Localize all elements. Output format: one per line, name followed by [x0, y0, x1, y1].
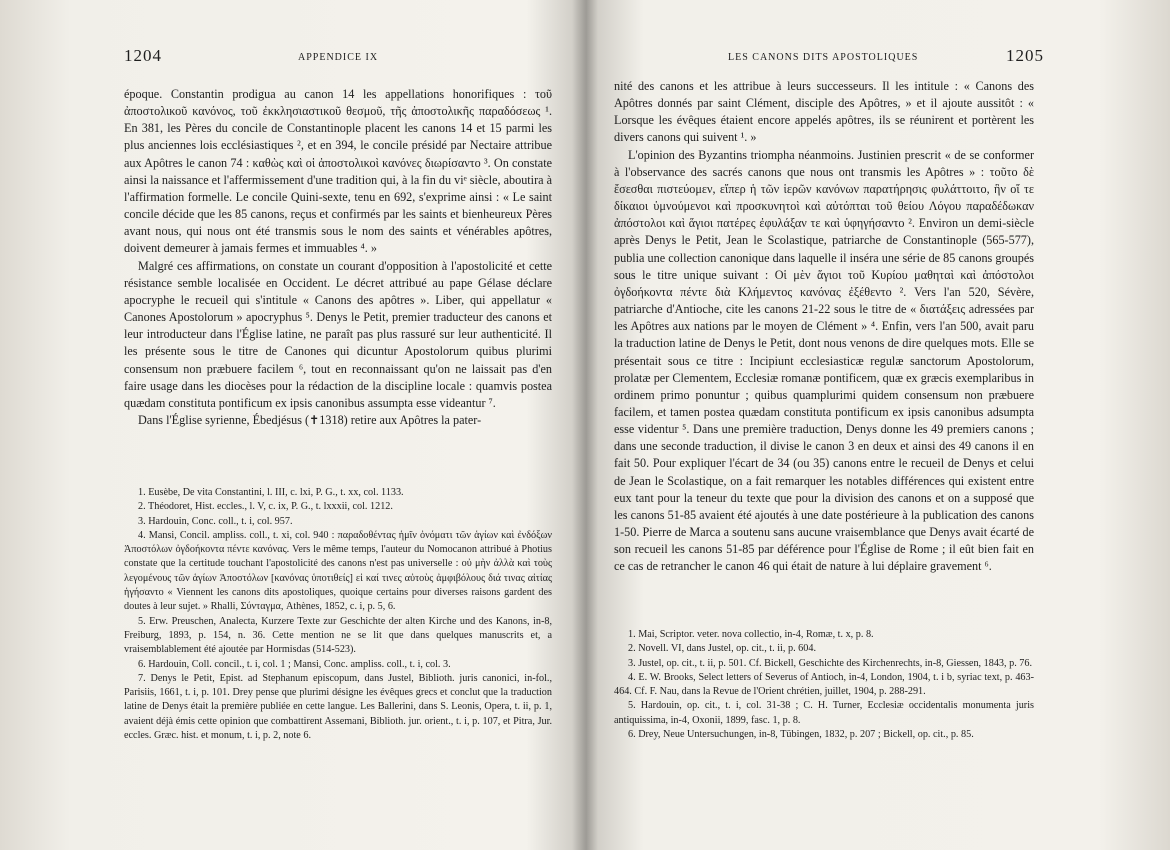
footnote: 6. Hardouin, Coll. concil., t. i, col. 1 ; Mansi, Conc. ampliss. coll., t. i, col. 3.	[138, 658, 451, 670]
footnote: 1. Mai, Scriptor. veter. nova collectio, in-4, Romæ, t. x, p. 8.	[628, 629, 874, 640]
left-page-number: 1204	[124, 46, 162, 65]
footnote: 3. Justel, op. cit., t. ii, p. 501. Cf. Bickell, Geschichte des Kirchenrechts, in-8, Giessen, 1843, p. 76.	[628, 657, 1033, 669]
footnote: 2. Théodoret, Hist. eccles., l. V, c. ix, P. G., t. lxxxii, col. 1212.	[138, 501, 393, 513]
footnote: 3. Hardouin, Conc. coll., t. i, col. 957.	[138, 515, 293, 527]
right-footnotes	[614, 628, 1034, 742]
right-page-number: 1205	[1006, 46, 1044, 65]
right-running-head: LES CANONS DITS APOSTOLIQUES	[728, 52, 919, 63]
right-paragraph-1: nité des canons et les attribue à leurs successeurs. Il les intitule : « Canons des Apôtres donnés par saint Clément, disciple des Apôtres, » et il ajoute aussitôt : « Lorsque les évêques étaient encore appelés apôtres, ils se réunirent et portèrent les divers canons qui suivent ¹. »	[614, 79, 1034, 145]
footnote: 7. Denys le Petit, Epist. ad Stephanum episcopum, dans Justel, Biblioth. juris canonici, in-fol., Parisiis, 1661, t. i, p. 101. Drey pense que plurimi désigne les évêques grecs et conclut que la traduction latine de Denys était la première publiée en cette langue. Les Ballerini, dans S. Leonis, Opera, t. ii, p. 1, avaient déjà émis cette opinion que combattirent Assemani, Biblioth. jur. orient., t. i, p. 107, et Pitra, Jur. eccles. Græc. hist. et monum, t. i, p. 2, note 6.	[124, 672, 552, 742]
footnote: 2. Novell. VI, dans Justel, op. cit., t. ii, p. 604.	[628, 643, 816, 655]
right-page-body	[614, 78, 1034, 576]
left-page-header	[0, 46, 580, 76]
right-page	[590, 0, 1170, 850]
right-paragraph-2: L'opinion des Byzantins triompha néanmoins. Justinien prescrit « de se conformer à l'observance des sacrés canons que nous ont transmis les Apôtres » : τοῦτο δὲ ἔσεσθαι πιστεύομεν, εἴπερ ἡ τῶν ἱερῶν κανόνων παρατήρησις φυλάττοιτο, ἣν οἵ τε δίκαιοι ὑμνούμενοι καὶ προσκυνητοὶ καὶ αὐτόπται τοῦ θείου Λόγου παραδέδωκαν ἀπόστολοι καὶ ἅγιοι πατέρες ἐφυλάξαν τε καὶ ὑφηγήσαντο ². Environ un demi-siècle après Denys le Petit, Jean le Scolastique, patriarche de Constantinople (565-577), publia une collection canonique dans laquelle il inséra une série de 85 canons groupés sous le titre unique suivant : Οἱ μὲν ἅγιοι τοῦ Κυρίου μαθηταὶ καὶ ἀπόστολοι ὀγδοήκοντα πέντε διὰ Κλήμεντος κανόνας ἐξέθεντο ². Vers l'an 520, Sévère, patriarche d'Antioche, cite les canons 21-22 sous le titre de « διατάξεις adressées par les Apôtres aux nations par le moyen de Clément » ⁴. Enfin, vers l'an 500, avait paru la traduction latine de Denys le Petit, dont nous venons de dire quelques mots. Elle se présentait sous ce titre : Incipiunt ecclesiasticæ regulæ sanctorum Apostolorum, prolatæ per Clementem, Ecclesiæ romanæ pontificem, quæ ex græcis exemplaribus in ordinem primo ponuntur ; quibus quamplurimi quidem consensum non præbuere facilem, et tamen postea quædam constituta pontificum ex ipsis canonibus adsumpta esse videntur ⁵. Dans une première traduction, Denys donne les 49 premiers canons ; dans une seconde traduction, il divise le canon 3 en deux et ainsi des 49 canons il en fait 50. Pour expliquer l'écart de 34 (ou 35) canons entre le recueil de Denys et celui de Jean le Scolastique, on a fait remarquer les notables différences qui existent entre eux tant pour la teneur du texte que pour la division des canons et on a supposé que les canons 51-85 avaient été ajoutés à une date postérieure à la publication des canons 1-50. Pierre de Marca a soutenu sans aucune vraisemblance que Denys avait écarté de son recueil les canons 51-85 par déférence pour l'Église de Rome ; il eût bien fait en ce cas de retrancher le canon 46 qui était de nature à lui déplaire gravement ⁶.	[614, 147, 1034, 574]
footnote: 5. Erw. Preuschen, Analecta, Kurzere Texte zur Geschichte der alten Kirche und des Kanons, in-8, Freiburg, 1893, p. 154, n. 36. Cette mention ne se lit que dans quelques manuscrits et, a vraisemblablement été ajoutée par Hormisdas (514-523).	[124, 615, 552, 656]
left-paragraph-2: Malgré ces affirmations, on constate un courant d'opposition à l'apostolicité et cette résistance semble localisée en Occident. Le décret attribué au pape Gélase déclare apocryphe le recueil qui s'intitule « Canons des apôtres ». Liber, qui appellatur « Canones Apostolorum » apocryphus ⁵. Denys le Petit, premier traducteur des canons et leur introducteur dans l'Église latine, ne paraît pas plus rassuré sur leur authenticité. Il les présente sous le titre de Canones qui dicuntur Apostolorum quibus plurimi consensum non præbuere facilem ⁶, tout en reconnaissant qu'on ne laissait pas d'en faire usage dans les diocèses pour la rédaction de la discipline locale : quamvis postea quædam constituta pontificum ex ipsis canonibus assumpta esse videantur ⁷.	[124, 258, 552, 410]
footnote: 4. Mansi, Concil. ampliss. coll., t. xi, col. 940 : παραδοθέντας ἡμῖν ὀνόματι τῶν ἁγίων καὶ ἐνδόξων Ἀποστόλων ὀγδοήκοντα πέντε κανόνας. Vers le même temps, l'auteur du Nomocanon attribué à Photius constate que la certitude touchant l'apostolicité des canons n'est pas universelle : οὐ μὴν ἀλλὰ καὶ τοὺς λεγομένους τῶν ἁγίων Ἀποστόλων [κανόνας ὑποτιθείς] εἰ καί τινες αὐτοὺς ἀμφιβόλους διά τινας αἰτίας ἡγήσαντο « Viennent les canons dits apostoliques, quoique certains pour diverses raisons gardent des doutes à leur sujet. » Rhalli, Σύνταγμα, Athènes, 1852, c. i, p. 5, 6.	[124, 529, 552, 613]
left-page	[0, 0, 580, 850]
left-paragraph-3: Dans l'Église syrienne, Ébedjésus (✝1318) retire aux Apôtres la pater-	[138, 412, 482, 427]
footnote: 4. E. W. Brooks, Select letters of Severus of Antioch, in-4, London, 1904, t. i b, syriac text, p. 463-464. Cf. F. Nau, dans la Revue de l'Orient chrétien, juillet, 1904, p. 288-291.	[614, 671, 1034, 698]
left-footnotes	[124, 486, 552, 743]
footnote: 1. Eusèbe, De vita Constantini, l. III, c. lxi, P. G., t. xx, col. 1133.	[138, 487, 404, 498]
footnote: 5. Hardouin, op. cit., t. i, col. 31-38 ; C. H. Turner, Ecclesiæ occidentalis monumenta juris antiquissima, in-4, Oxonii, 1899, fasc. 1, p. 8.	[614, 700, 1034, 726]
left-page-body	[124, 86, 552, 429]
left-paragraph-1: époque. Constantin prodigua au canon 14 les appellations honorifiques : τοῦ ἀποστολικοῦ κανόνος, τοῦ ἐκκλησιαστικοῦ θεσμοῦ, τῆς ἀποστολικῆς παραδόσεως ¹. En 381, les Pères du concile de Constantinople placent les canons 14 et 15 parmi les plus anciennes lois ecclésiastiques ², et en 394, le concile présidé par Nectaire attribue aux Apôtres le canon 74 : καθὼς καὶ οἱ ἀποστολικοὶ κανόνες διωρίσαντο ³. On constate ainsi la naissance et l'affermissement d'une tradition qui, à la fin du viᵉ siècle, aboutira à l'affirmation formelle. Le concile Quini-sexte, tenu en 692, s'exprime ainsi : « Le saint concile décide que les 85 canons, reçus et confirmés par les saints et bienheureux Pères avant nous, qui nous ont été transmis sous le nom des saints et vénérables apôtres, doivent demeurer à jamais fermes et immuables ⁴. »	[124, 87, 552, 256]
footnote: 6. Drey, Neue Untersuchungen, in-8, Tübingen, 1832, p. 207 ; Bickell, op. cit., p. 85.	[628, 729, 974, 741]
left-running-head: APPENDICE IX	[298, 52, 379, 63]
right-page-header	[590, 46, 1170, 76]
